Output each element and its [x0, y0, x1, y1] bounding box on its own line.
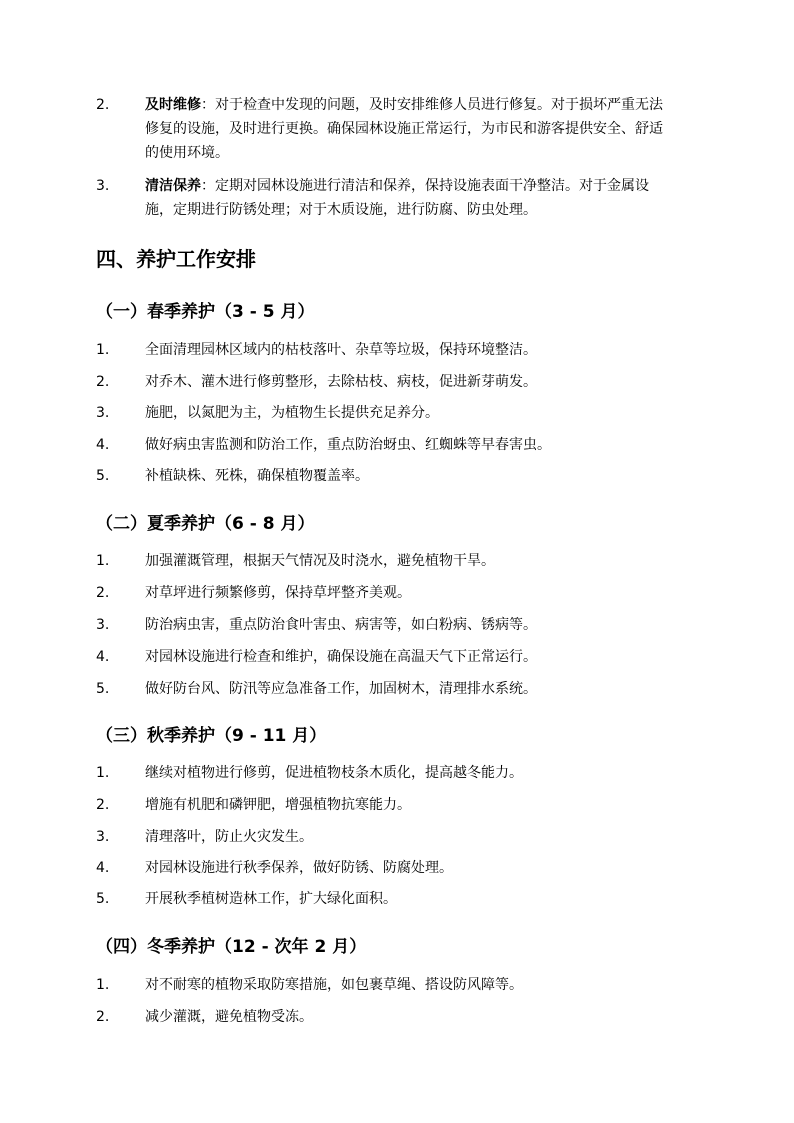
list-text: 开展秋季植树造林工作，扩大绿化面积。 [145, 891, 397, 907]
list-item-body [145, 93, 697, 165]
item-lead: 及时维修 [145, 97, 201, 113]
autumn-heading: （三）秋季养护（9 - 11 月） [96, 726, 327, 746]
item-line: 施，定期进行防锈处理；对于木质设施，进行防腐、防虫处理。 [145, 202, 537, 218]
item-separator: ： [201, 97, 215, 113]
item-line: 定期对园林设施进行清洁和保养，保持设施表面干净整洁。对于金属设 [215, 178, 649, 194]
list-text: 防治病虫害，重点防治食叶害虫、病害等，如白粉病、锈病等。 [145, 617, 537, 633]
list-text: 施肥，以氮肥为主，为植物生长提供充足养分。 [145, 405, 439, 421]
list-text: 对乔木、灌木进行修剪整形，去除枯枝、病枝，促进新芽萌发。 [145, 374, 537, 390]
list-item-body [145, 174, 697, 222]
item-line: 的使用环境。 [145, 145, 229, 161]
list-text: 继续对植物进行修剪，促进植物枝条木质化，提高越冬能力。 [145, 765, 523, 781]
list-text: 对园林设施进行秋季保养，做好防锈、防腐处理。 [145, 860, 453, 876]
item-lead: 清洁保养 [145, 178, 201, 194]
list-text: 清理落叶，防止火灾发生。 [145, 829, 313, 845]
list-number: 3. [96, 829, 110, 845]
list-text: 全面清理园林区域内的枯枝落叶、杂草等垃圾，保持环境整洁。 [145, 342, 537, 358]
list-text: 补植缺株、死株，确保植物覆盖率。 [145, 468, 369, 484]
section-title: 四、养护工作安排 [96, 247, 256, 271]
list-number: 5. [96, 681, 110, 697]
list-number: 5. [96, 891, 110, 907]
spring-heading: （一）春季养护（3 - 5 月） [96, 302, 315, 322]
list-number: 2. [96, 97, 110, 113]
list-number: 3. [96, 405, 110, 421]
list-number: 2. [96, 585, 110, 601]
list-number: 4. [96, 437, 110, 453]
list-number: 5. [96, 468, 110, 484]
list-number: 1. [96, 342, 110, 358]
list-number: 1. [96, 553, 110, 569]
list-text: 对不耐寒的植物采取防寒措施，如包裹草绳、搭设防风障等。 [145, 977, 523, 993]
list-number: 1. [96, 765, 110, 781]
list-number: 3. [96, 617, 110, 633]
list-text: 做好防台风、防汛等应急准备工作，加固树木，清理排水系统。 [145, 681, 537, 697]
winter-heading: （四）冬季养护（12 - 次年 2 月） [96, 937, 367, 957]
list-number: 4. [96, 860, 110, 876]
list-text: 做好病虫害监测和防治工作，重点防治蚜虫、红蜘蛛等早春害虫。 [145, 437, 551, 453]
summer-heading: （二）夏季养护（6 - 8 月） [96, 514, 315, 534]
list-number: 2. [96, 374, 110, 390]
list-number: 2. [96, 797, 110, 813]
item-separator: ： [201, 178, 215, 194]
item-line: 对于检查中发现的问题，及时安排维修人员进行修复。对于损坏严重无法 [215, 97, 663, 113]
list-text: 对园林设施进行检查和维护，确保设施在高温天气下正常运行。 [145, 649, 537, 665]
list-text: 增施有机肥和磷钾肥，增强植物抗寒能力。 [145, 797, 411, 813]
list-text: 对草坪进行频繁修剪，保持草坪整齐美观。 [145, 585, 411, 601]
list-number: 1. [96, 977, 110, 993]
list-number: 2. [96, 1009, 110, 1025]
list-text: 加强灌溉管理，根据天气情况及时浇水，避免植物干旱。 [145, 553, 495, 569]
item-line: 修复的设施，及时进行更换。确保园林设施正常运行，为市民和游客提供安全、舒适 [145, 121, 663, 137]
list-text: 减少灌溉，避免植物受冻。 [145, 1009, 313, 1025]
list-number: 4. [96, 649, 110, 665]
list-number: 3. [96, 178, 110, 194]
